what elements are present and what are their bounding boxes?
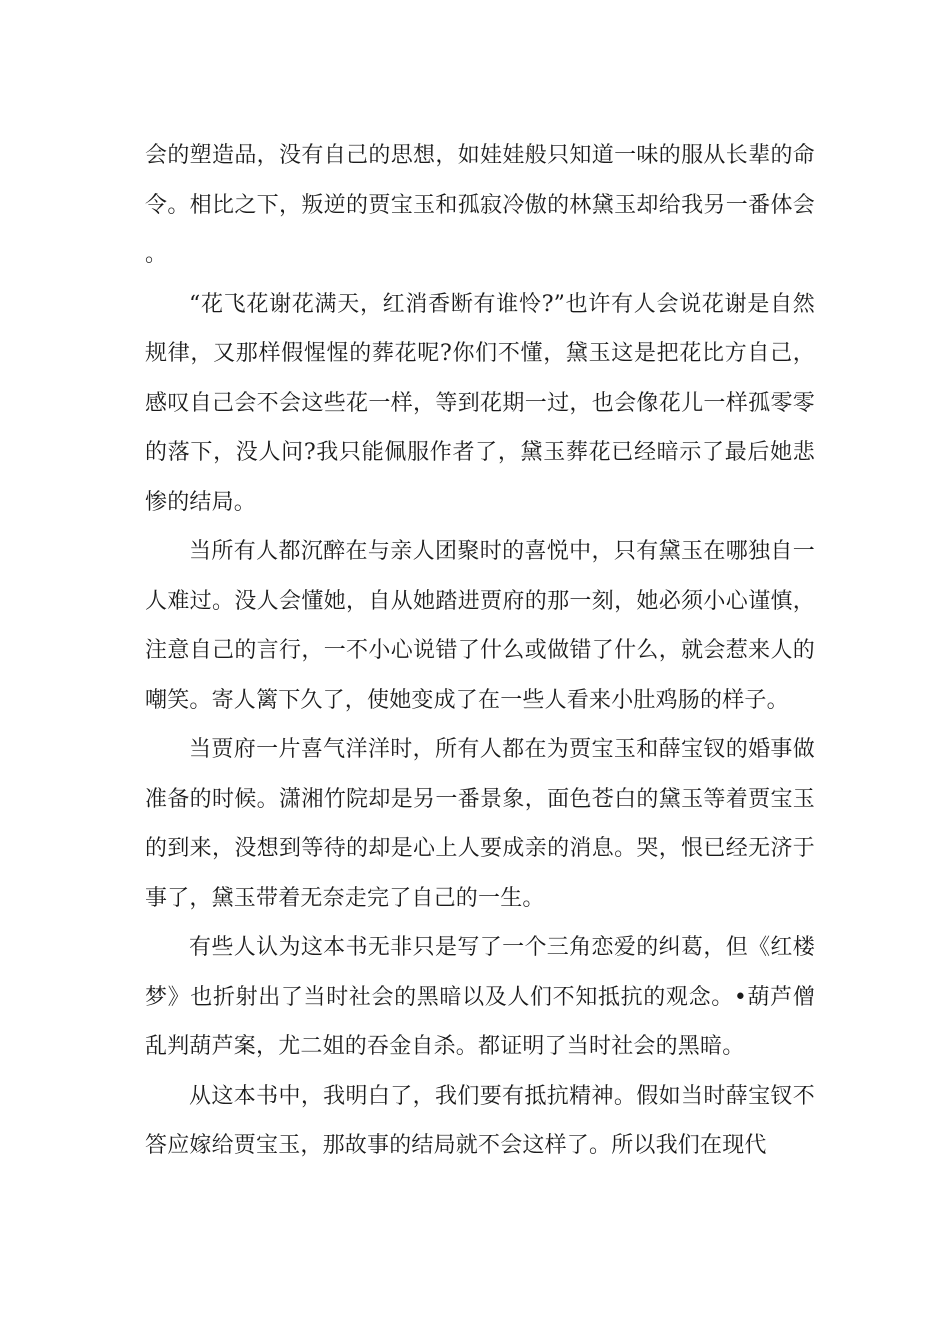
- paragraph-1: 会的塑造品，没有自己的思想，如娃娃般只知道一味的服从长辈的命令。相比之下，叛逆的贾宝玉和孤寂冷傲的林黛玉却给我另一番体会。: [145, 143, 815, 267]
- paragraph-5: 有些人认为这本书无非只是写了一个三角恋爱的纠葛，但《红楼梦》也折射出了当时社会的黑暗以及人们不知抵抗的观念。•葫芦僧乱判葫芦案，尤二姐的吞金自杀。都证明了当时社会的黑暗。: [145, 935, 815, 1059]
- paragraph-4: 当贾府一片喜气洋洋时，所有人都在为贾宝玉和薛宝钗的婚事做准备的时候。潇湘竹院却是另一番景象，面色苍白的黛玉等着贾宝玉的到来，没想到等待的却是心上人要成亲的消息。哭，恨已经无济于事了，黛玉带着无奈走完了自己的一生。: [145, 737, 815, 911]
- paragraph-3: 当所有人都沉醉在与亲人团聚时的喜悦中，只有黛玉在哪独自一人难过。没人会懂她，自从她踏进贾府的那一刻，她必须小心谨慎，注意自己的言行，一不小心说错了什么或做错了什么，就会惹来人的嘲笑。寄人篱下久了，使她变成了在一些人看来小肚鸡肠的样子。: [145, 539, 815, 713]
- paragraph-6: 从这本书中，我明白了，我们要有抵抗精神。假如当时薛宝钗不答应嫁给贾宝玉，那故事的结局就不会这样了。所以我们在现代: [145, 1083, 815, 1158]
- paragraph-2: “花飞花谢花满天，红消香断有谁怜?”也许有人会说花谢是自然规律，又那样假惺惺的葬花呢?你们不懂，黛玉这是把花比方自己，感叹自己会不会这些花一样，等到花期一过，也会像花儿一样孤零零的落下，没人问?我只能佩服作者了，黛玉葬花已经暗示了最后她悲惨的结局。: [145, 291, 815, 515]
- document-body: [145, 131, 815, 1171]
